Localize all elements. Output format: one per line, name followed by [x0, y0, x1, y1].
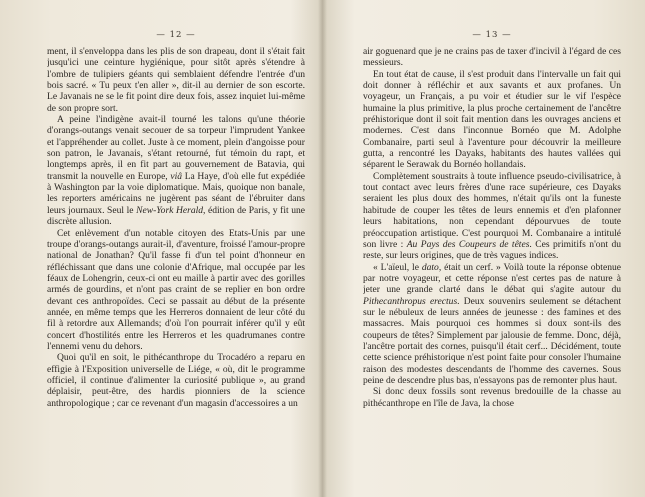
paragraph: [47, 352, 305, 409]
text-run: air goguenard que je ne crains pas de taxer d'incivil à l'égard de ces messieurs.: [363, 46, 621, 69]
paragraph: [47, 228, 305, 353]
text-run: . Ces primitifs n'ont du reste, sur leurs origines, que de très vagues indices.: [363, 238, 621, 262]
italic-text: dato: [421, 261, 439, 273]
paragraph: [47, 114, 305, 227]
book-gutter: [318, 0, 327, 497]
paragraph: [363, 386, 621, 409]
left-page: [47, 30, 305, 490]
right-page-text: [363, 46, 621, 409]
italic-text: Pithecanthropus erectus: [363, 295, 458, 307]
text-run: En tout état de cause, il s'est produit dans l'intervalle un fait qui doit donner à réfléchir et aux savants et aux profanes. Un voyageur, un Français, a pu voir et étudier sur le vif l'espèce humaine la plus primitive, la plus proche certainement de l'ancêtre préhistorique dont il soit fait mention dans les ouvrages anciens et modernes. C'est dans l'inconnue Bornéo que M. Adolphe Combanaire, parti seul à l'aventure pour découvrir la meilleure gutta, a rencontré les Dayaks, habitants des hautes vallées qui séparent le Serawak du Bornéo hollandais.: [363, 68, 621, 171]
paragraph: [47, 46, 305, 114]
italic-text: Au Pays des Coupeurs de têtes: [406, 238, 530, 250]
text-run: Si donc deux fossils sont revenus bredouille de la chasse au pithécanthrope en l'île de Java, la chose: [363, 386, 621, 409]
text-run: . Deux souvenirs seulement se détachent sur le nébuleux de leurs années de jeunesse : des famines et des massacres. Mais pourquoi ces hommes si doux sont-ils des coupeurs de têtes? Simplement par jalousie de femme. Donc, déjà, l'ancêtre portait des cornes, puisqu'il était cerf... Décidément, toute cette science préhistorique n'est point faite pour consoler l'humaine raison des modestes descendants de l'homme des cavernes. Sous peine de descendre plus bas, n'essayons pas de remonter plus haut.: [363, 295, 621, 386]
paragraph: [363, 46, 621, 69]
text-run: , était un cerf. » Voilà toute la réponse obtenue par notre voyageur, et cette réponse n'est certes pas de nature à jeter une grande clarté dans le débat qui s'agite autour du: [363, 261, 621, 296]
left-page-text: [47, 46, 305, 409]
italic-text: viâ: [170, 170, 183, 182]
text-run: Quoi qu'il en soit, le pithécanthrope du Trocadéro a reparu en effigie à l'Exposition universelle de Liége, « où, dit le programme officiel, il continue d'alimenter la curiosité publique », au grand déplaisir, peut-être, des hardis pionniers de la science anthropologique ; car ce revenant d'un magasin d'accessoires a un: [47, 352, 305, 409]
right-page: [363, 30, 621, 490]
text-run: A peine l'indigène avait-il tourné les talons qu'une théorie d'orangs-outangs venait secouer de sa torpeur l'imprudent Yankee et l'appréhender au collet. Juste à ce moment, plein d'angoisse pour son patron, le Javanais, s'étant retourné, fut témoin du rapt, et longtemps après, il en fit part au gouvernement de Batavia, qui transmit la nouvelle en Europe,: [47, 114, 305, 182]
paragraph: [363, 171, 621, 262]
text-run: , édition de Paris, y fit une discrète allusion.: [47, 204, 305, 228]
text-run: Complètement soustraits à toute influence pseudo-civilisatrice, à tout contact avec leurs frères d'une race supérieure, ces Dayaks seraient les plus doux des hommes, n'était qu'ils ont la funeste habitude de couper les têtes de leurs ennemis et d'en plafonner leurs habitations, non cependant dépourvues de toute préoccupation artistique. C'est pourquoi M. Combanaire a intitulé son livre :: [363, 170, 621, 250]
right-page-number: — 13 —: [472, 30, 512, 40]
paragraph: [363, 262, 621, 387]
text-run: La Haye, d'où elle fut expédiée à Washington par la voie diplomatique. Mais, quoique non banale, les reporters américains ne jugèrent pas séant de l'ébruiter dans leurs journaux. Seul le: [47, 170, 305, 216]
text-run: Cet enlèvement d'un notable citoyen des Etats-Unis par une troupe d'orangs-outangs aurait-il, d'aventure, froissé l'amour-propre national de Jonathan? Qu'il fasse fi d'un tel point d'honneur en réfléchissant que dans une colonie d'Afrique, mal occupée par les féaux de Lohengrin, ceux-ci ont eu maille à partir avec des gorilles armés de gourdins, et n'ont pas craint de se replier en bon ordre devant ces anthropoïdes. Ceci se passait au début de la présente année, en même temps que les Herreros donnaient de leur côté du fil à retordre aux Allemands; d'où l'on pourrait inférer qu'il y eût concert d'hostilités entre les Herreros et les quadrumanes contre l'ennemi venu du dehors.: [47, 227, 305, 352]
paragraph: [363, 69, 621, 171]
text-run: ment, il s'enveloppa dans les plis de son drapeau, dont il s'était fait jusqu'ici une ceinture hygiénique, pour sitôt après s'étendre à l'ombre de tulipiers géants qui semblaient défendre l'entrée d'un bois sacré. « Tu peux t'en aller », dit-il au dernier de son escorte. Le Javanais ne se le fit point dire deux fois, assez inquiet lui-même de son propre sort.: [47, 46, 305, 114]
italic-text: New-York Herald: [136, 204, 204, 216]
text-run: « L'aïeul, le: [373, 261, 422, 273]
left-page-number: — 12 —: [156, 30, 196, 40]
